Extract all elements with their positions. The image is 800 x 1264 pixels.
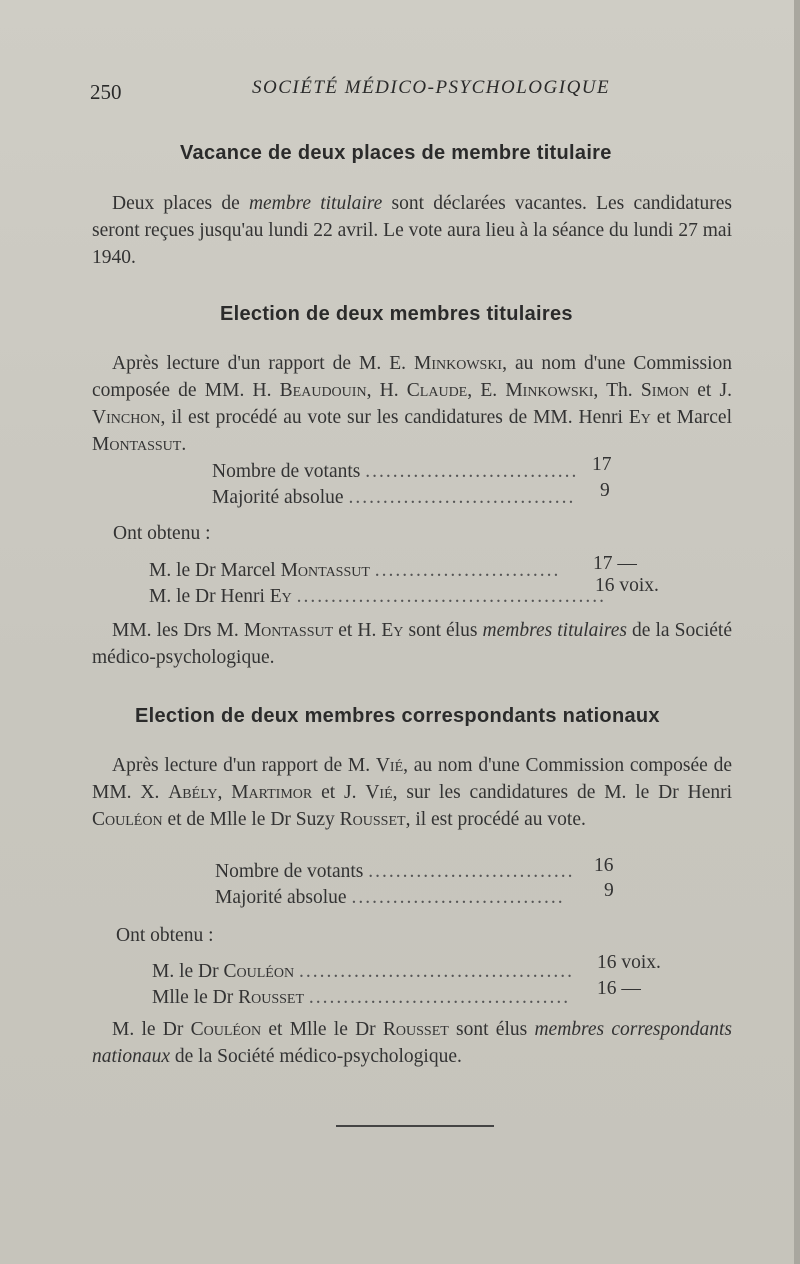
- person-name: Minkowski: [413, 353, 503, 374]
- row-label: Majorité absolue: [215, 887, 347, 908]
- leader-dots: ..............................: [368, 861, 575, 882]
- correspondants-result: [92, 1016, 732, 1070]
- person-name: Vinchon: [92, 407, 161, 428]
- row-label: Nombre de votants: [212, 461, 361, 482]
- text-run: MM. les Drs M.: [112, 620, 244, 641]
- person-name: Abély: [168, 782, 218, 803]
- person-name: Rousset: [382, 1019, 449, 1040]
- obtenu-label: Ont obtenu :: [116, 925, 214, 946]
- person-name: Rousset: [238, 987, 305, 1008]
- text-run: , il est procédé au vote.: [405, 809, 586, 830]
- votants-value: 17: [592, 454, 612, 475]
- person-name: Couléon: [92, 809, 163, 830]
- vacance-paragraph: [92, 190, 732, 271]
- text-run: et de Mlle le Dr Suzy: [162, 809, 340, 830]
- page-number: 250: [90, 80, 122, 104]
- leader-dots: .................................: [348, 487, 576, 508]
- row-label: M. le Dr Henri: [149, 586, 270, 607]
- candidate-row: [149, 560, 561, 582]
- leader-dots: ......................................: [308, 987, 571, 1008]
- candidate-row: [149, 586, 607, 608]
- text-run: sont déclarées vacantes. Les candidatures seront reçues jusqu'au lundi 22 avril. Le vote aura lieu à la séance du lundi 27 mai 1940.: [92, 193, 732, 268]
- votants-value: 16: [594, 855, 614, 876]
- titulaires-paragraph: [92, 350, 732, 458]
- text-run: Après lecture d'un rapport de M.: [112, 755, 376, 776]
- person-name: Martimor: [231, 782, 313, 803]
- person-name: Simon: [640, 380, 690, 401]
- emphasis: membres titulaires: [482, 620, 627, 641]
- text-run: de la Société médico-psychologique.: [170, 1046, 462, 1067]
- text-run: , au nom d'une Commission composée de MM. X.: [92, 755, 732, 803]
- text-run: , H.: [366, 380, 407, 401]
- text-run: et Marcel: [650, 407, 732, 428]
- person-name: Montassut: [92, 434, 182, 455]
- section-title-titulaires: Election de deux membres titulaires: [220, 303, 573, 325]
- majorite-row: [215, 887, 565, 909]
- emphasis: membres correspondants nationaux: [92, 1019, 732, 1067]
- row-label: Nombre de votants: [215, 861, 364, 882]
- text-run: , sur les candidatures de M. le Dr Henri: [392, 782, 733, 803]
- person-name: Couléon: [190, 1019, 262, 1040]
- section-title-vacance: Vacance de deux places de membre titulaire: [180, 142, 612, 164]
- text-run: .: [181, 434, 187, 455]
- text-run: et Mlle le Dr: [261, 1019, 383, 1040]
- majorite-value: 9: [604, 880, 614, 901]
- person-name: Couléon: [223, 961, 295, 982]
- person-name: Ey: [628, 407, 651, 428]
- text-run: Après lecture d'un rapport de M. E.: [112, 353, 414, 374]
- text-run: et H.: [333, 620, 382, 641]
- page-edge: [794, 0, 800, 1264]
- person-name: Vié: [365, 782, 393, 803]
- obtenu-label: Ont obtenu :: [113, 523, 211, 544]
- candidate-votes: 17 —: [593, 553, 637, 574]
- person-name: Claude: [406, 380, 468, 401]
- votants-row: [215, 861, 575, 883]
- majorite-row: [212, 487, 576, 509]
- majorite-value: 9: [600, 480, 610, 501]
- text-run: et J.: [312, 782, 366, 803]
- text-run: , il est procédé au vote sur les candidatures de MM. Henri: [160, 407, 629, 428]
- person-name: Montassut: [243, 620, 334, 641]
- text-run: Deux places de: [112, 193, 249, 214]
- text-run: sont élus: [403, 620, 483, 641]
- person-name: Vié: [375, 755, 404, 776]
- emphasis: membre titulaire: [248, 193, 383, 214]
- text-run: sont élus: [448, 1019, 535, 1040]
- text-run: , Th.: [593, 380, 641, 401]
- text-run: , au nom d'une Commission composée de MM. H.: [92, 353, 732, 401]
- row-label: M. le Dr: [152, 961, 224, 982]
- candidate-votes: 16 —: [597, 978, 641, 999]
- leader-dots: .............................................: [296, 586, 607, 607]
- text-run: ,: [217, 782, 232, 803]
- person-name: Ey: [269, 586, 292, 607]
- row-label: Majorité absolue: [212, 487, 344, 508]
- correspondants-paragraph: [92, 752, 732, 833]
- closing-rule: [336, 1125, 494, 1127]
- section-title-correspondants: Election de deux membres correspondants nationaux: [135, 705, 660, 727]
- row-label: Mlle le Dr: [152, 987, 239, 1008]
- candidate-votes: 16 voix.: [595, 575, 659, 596]
- text-run: M. le Dr: [112, 1019, 191, 1040]
- leader-dots: ...............................: [365, 461, 579, 482]
- candidate-row: [152, 961, 574, 983]
- person-name: Minkowski: [505, 380, 594, 401]
- votants-row: [212, 461, 579, 483]
- row-label: M. le Dr Marcel: [149, 560, 281, 581]
- person-name: Ey: [381, 620, 404, 641]
- leader-dots: ...............................: [351, 887, 565, 908]
- person-name: Rousset: [339, 809, 406, 830]
- candidate-row: [152, 987, 571, 1009]
- titulaires-result: [92, 617, 732, 671]
- text-run: , E.: [467, 380, 506, 401]
- leader-dots: ...........................: [374, 560, 561, 581]
- text-run: de la Société médico-psychologique.: [92, 620, 733, 668]
- candidate-votes: 16 voix.: [597, 952, 661, 973]
- person-name: Beaudouin: [279, 380, 367, 401]
- running-head: SOCIÉTÉ MÉDICO-PSYCHOLOGIQUE: [252, 77, 611, 98]
- leader-dots: ........................................: [298, 961, 574, 982]
- person-name: Montassut: [280, 560, 370, 581]
- text-run: et J.: [689, 380, 732, 401]
